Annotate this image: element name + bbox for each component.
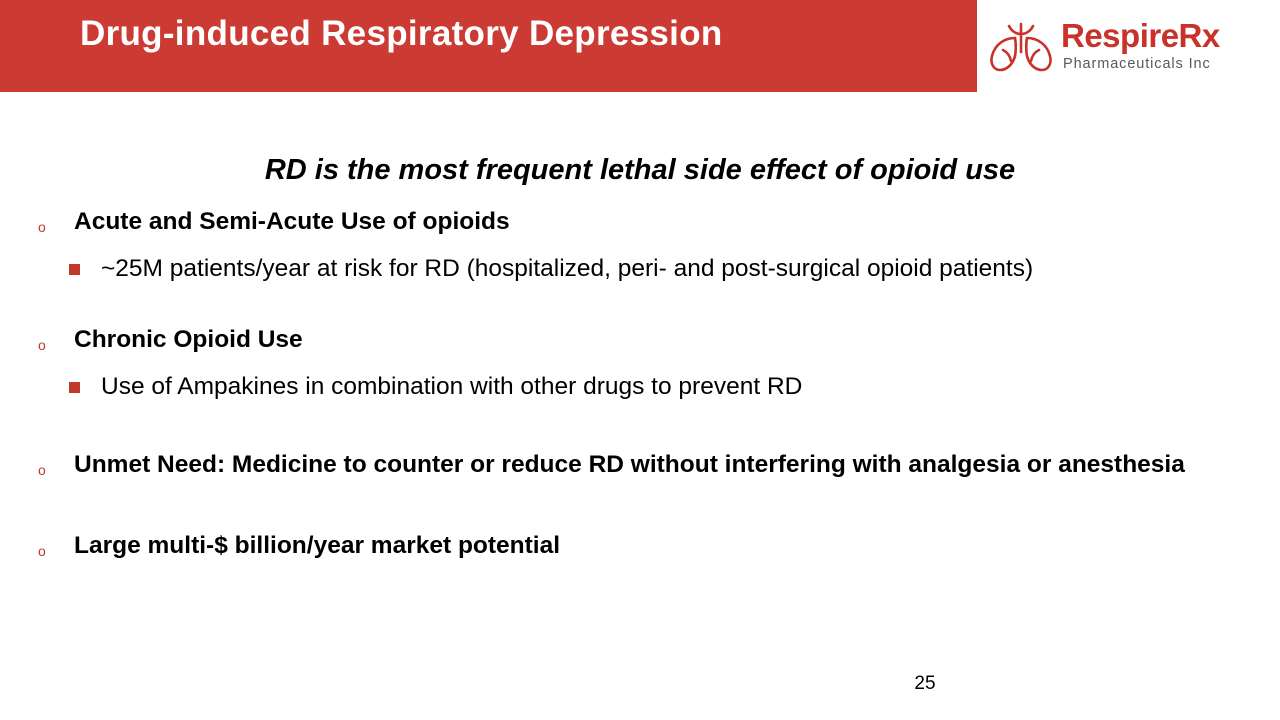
spacer [0, 359, 1280, 371]
spacer [0, 285, 1280, 325]
list-item-label: Unmet Need: Medicine to counter or reduce RD without interfering with analgesia or anesthesia [74, 451, 1185, 478]
bullet-marker-circle: o [38, 337, 46, 353]
bullet-marker-square [69, 382, 80, 393]
spacer [0, 403, 1280, 450]
list-item-label: ~25M patients/year at risk for RD (hospitalized, peri- and post-surgical opioid patients) [101, 255, 1034, 282]
spacer [0, 241, 1280, 253]
bullet-marker-circle: o [38, 462, 46, 478]
logo-wordmark: RespireRx [1061, 17, 1220, 54]
list-item [0, 371, 1280, 403]
list-item [0, 207, 1280, 241]
page-title: Drug-induced Respiratory Depression [80, 14, 723, 53]
logo-tagline: Pharmaceuticals Inc [1063, 56, 1211, 72]
list-item-label: Use of Ampakines in combination with other drugs to prevent RD [101, 373, 803, 400]
bullet-marker-circle: o [38, 219, 46, 235]
bullet-marker-square [69, 264, 80, 275]
list-item-label: Large multi-$ billion/year market potential [74, 532, 561, 559]
slide-content [0, 207, 1280, 565]
list-item-label: Acute and Semi-Acute Use of opioids [74, 208, 510, 235]
spacer [0, 484, 1280, 531]
slide-subtitle: RD is the most frequent lethal side effect of opioid use [264, 154, 1016, 186]
list-item [0, 325, 1280, 359]
list-item-label: Chronic Opioid Use [74, 326, 303, 353]
logo-area [977, 0, 1280, 92]
bullet-marker-circle: o [38, 543, 46, 559]
lungs-icon [985, 18, 1057, 76]
list-item [0, 253, 1280, 285]
page-number: 25 [914, 673, 936, 694]
list-item [0, 450, 1280, 484]
header-bar [0, 0, 977, 92]
list-item [0, 531, 1280, 565]
